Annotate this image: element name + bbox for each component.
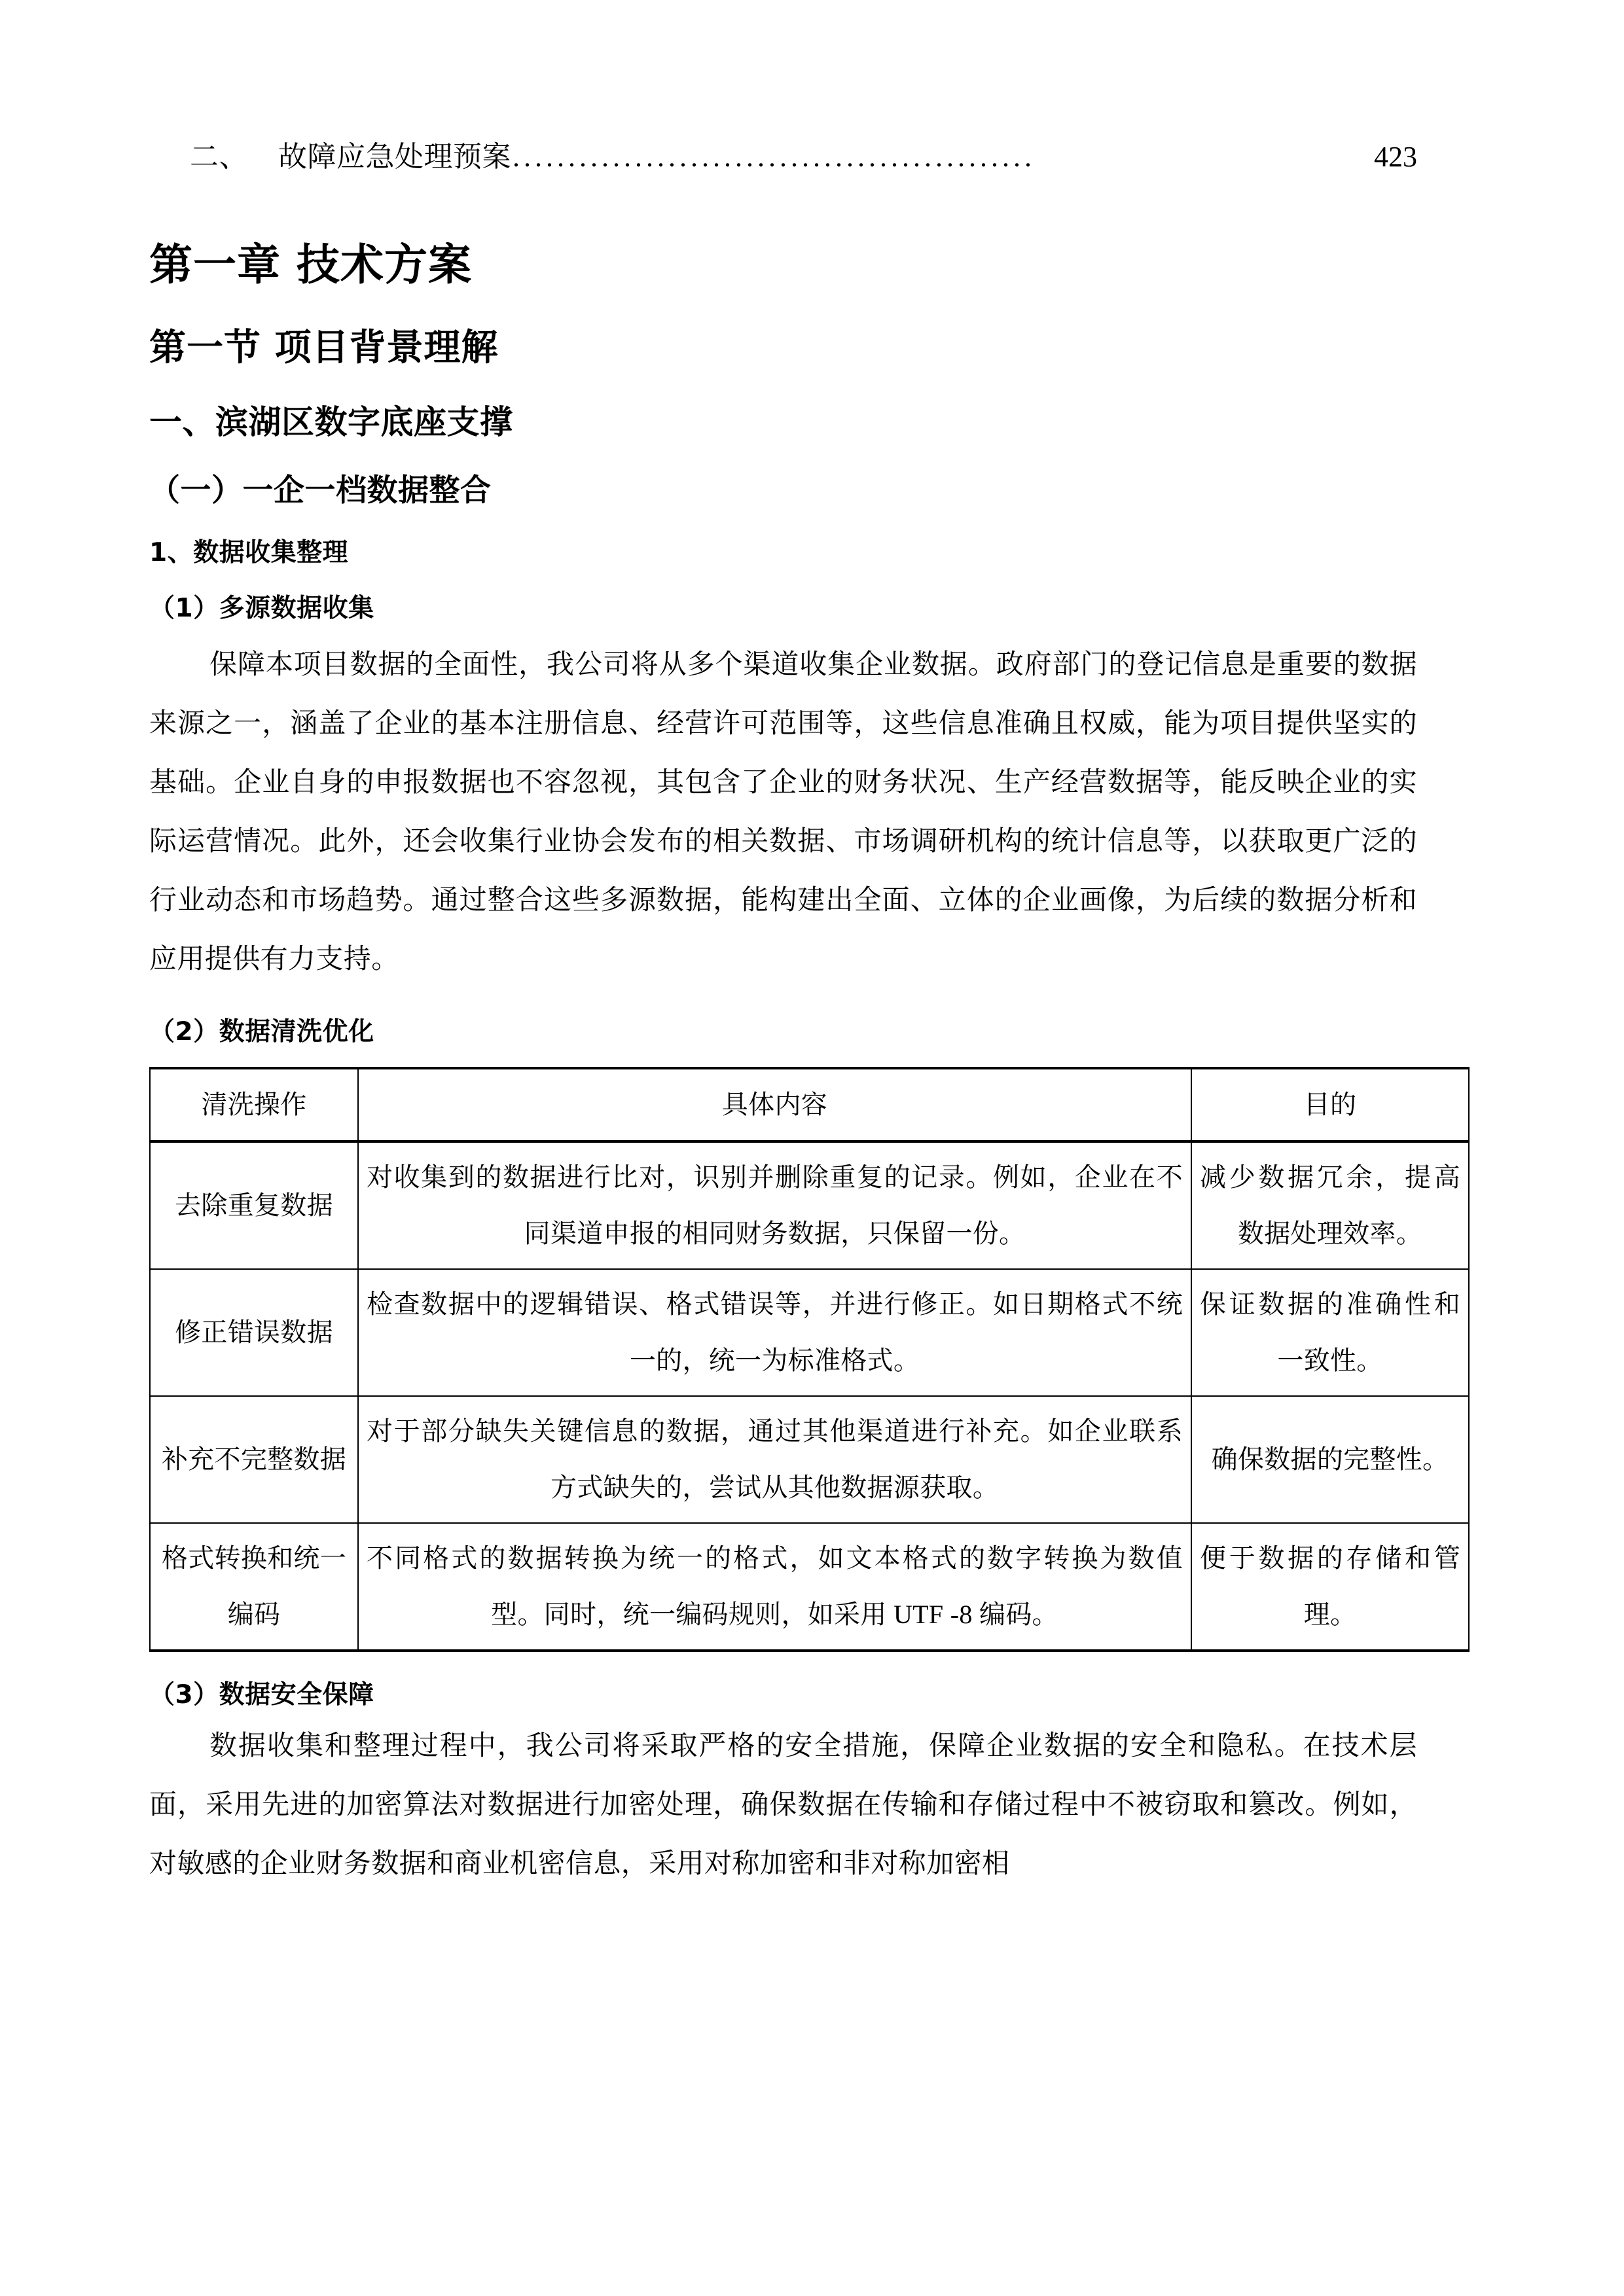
- heading-level-3: 1、数据收集整理: [149, 538, 349, 567]
- page-content: [149, 0, 1460, 1893]
- chapter-heading: 第一章 技术方案: [149, 240, 472, 290]
- toc-entry-number: 二、: [190, 141, 248, 173]
- table-header-row: [150, 1068, 1469, 1141]
- toc-page-number: 423: [1374, 141, 1417, 173]
- cell-content: 对于部分缺失关键信息的数据，通过其他渠道进行补充。如企业联系方式缺失的，尝试从其他数据源获取。: [358, 1396, 1191, 1523]
- table-header: [150, 1068, 1469, 1141]
- cell-operation: 去除重复数据: [150, 1141, 358, 1269]
- table-body: [150, 1141, 1469, 1651]
- cell-content: 检查数据中的逻辑错误、格式错误等，并进行修正。如日期格式不统一的，统一为标准格式。: [358, 1269, 1191, 1396]
- column-header-content: 具体内容: [358, 1068, 1191, 1141]
- data-cleaning-table: [149, 1067, 1470, 1652]
- cell-operation: 格式转换和统一编码: [150, 1523, 358, 1651]
- column-header-purpose: 目的: [1191, 1068, 1469, 1141]
- table-row: [150, 1269, 1469, 1396]
- heading-level-2: （一）一企一档数据整合: [149, 473, 492, 509]
- cell-content: 不同格式的数据转换为统一的格式，如文本格式的数字转换为数值型。同时，统一编码规则，如采用 UTF -8 编码。: [358, 1523, 1191, 1651]
- paragraph-data-security: 数据收集和整理过程中，我公司将采取严格的安全措施，保障企业数据的安全和隐私。在技术层面，采用先进的加密算法对数据进行加密处理，确保数据在传输和存储过程中不被窃取和篡改。例如，对敏感的企业财务数据和商业机密信息，采用对称加密和非对称加密相: [149, 1731, 1417, 1879]
- section-heading: 第一节 项目背景理解: [149, 327, 499, 369]
- table-row: [150, 1523, 1469, 1651]
- table-row: [150, 1396, 1469, 1523]
- cell-purpose: 减少数据冗余，提高数据处理效率。: [1191, 1141, 1469, 1269]
- heading-level-1: 一、滨湖区数字底座支撑: [149, 403, 513, 441]
- heading-data-cleaning: （2）数据清洗优化: [149, 1017, 374, 1047]
- cell-content: 对收集到的数据进行比对，识别并删除重复的记录。例如，企业在不同渠道申报的相同财务数据，只保留一份。: [358, 1141, 1191, 1269]
- cell-purpose: 便于数据的存储和管理。: [1191, 1523, 1469, 1651]
- toc-entry-title: 故障应急处理预案: [278, 141, 511, 173]
- heading-multi-source-collection: （1）多源数据收集: [149, 594, 374, 623]
- toc-leader-dots: ...............................................: [513, 143, 1036, 171]
- heading-data-security: （3）数据安全保障: [149, 1680, 374, 1710]
- column-header-operation: 清洗操作: [150, 1068, 358, 1141]
- paragraph-multi-source: 保障本项目数据的全面性，我公司将从多个渠道收集企业数据。政府部门的登记信息是重要的数据来源之一，涵盖了企业的基本注册信息、经营许可范围等，这些信息准确且权威，能为项目提供坚实的基础。企业自身的申报数据也不容忽视，其包含了企业的财务状况、生产经营数据等，能反映企业的实际运营情况。此外，还会收集行业协会发布的相关数据、市场调研机构的统计信息等，以获取更广泛的行业动态和市场趋势。通过整合这些多源数据，能构建出全面、立体的企业画像，为后续的数据分析和应用提供有力支持。: [149, 650, 1417, 975]
- toc-entry[interactable]: [149, 143, 1417, 171]
- cell-operation: 补充不完整数据: [150, 1396, 358, 1523]
- table-row: [150, 1141, 1469, 1269]
- cell-operation: 修正错误数据: [150, 1269, 358, 1396]
- cell-purpose: 保证数据的准确性和一致性。: [1191, 1269, 1469, 1396]
- cell-purpose: 确保数据的完整性。: [1191, 1396, 1469, 1523]
